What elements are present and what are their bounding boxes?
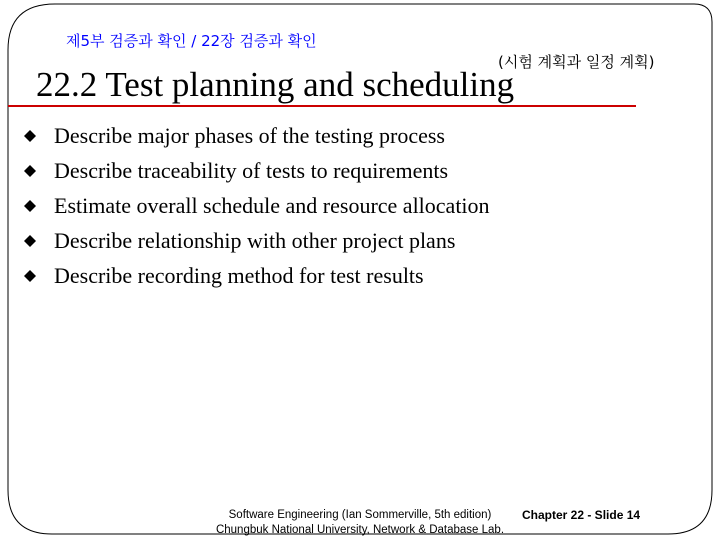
slide-title: 22.2 Test planning and scheduling bbox=[36, 65, 515, 104]
slide-number: Chapter 22 - Slide 14 bbox=[522, 508, 641, 522]
title-underline bbox=[8, 105, 636, 107]
diamond-bullet-icon bbox=[24, 270, 36, 282]
diamond-bullet-icon bbox=[24, 235, 36, 247]
diamond-bullet-icon bbox=[24, 130, 36, 142]
slide-subtitle: (시험 계획과 일정 계획) bbox=[498, 53, 655, 71]
diamond-bullet-icon bbox=[24, 165, 36, 177]
footer-book: Software Engineering (Ian Sommerville, 5th edition) bbox=[228, 509, 492, 521]
footer-lab: Chungbuk National University, Network & Database Lab. bbox=[215, 524, 505, 536]
chapter-header: 제5부 검증과 확인 / 22장 검증과 확인 bbox=[66, 32, 317, 50]
bullet-text: Describe relationship with other project plans bbox=[54, 228, 456, 253]
diamond-bullet-icon bbox=[24, 200, 36, 212]
bullet-text: Describe recording method for test results bbox=[54, 263, 424, 288]
bullet-text: Estimate overall schedule and resource allocation bbox=[54, 193, 490, 218]
bullet-text: Describe traceability of tests to requirements bbox=[54, 158, 449, 183]
footer-credits bbox=[205, 508, 515, 538]
bullet-text: Describe major phases of the testing process bbox=[54, 123, 445, 148]
